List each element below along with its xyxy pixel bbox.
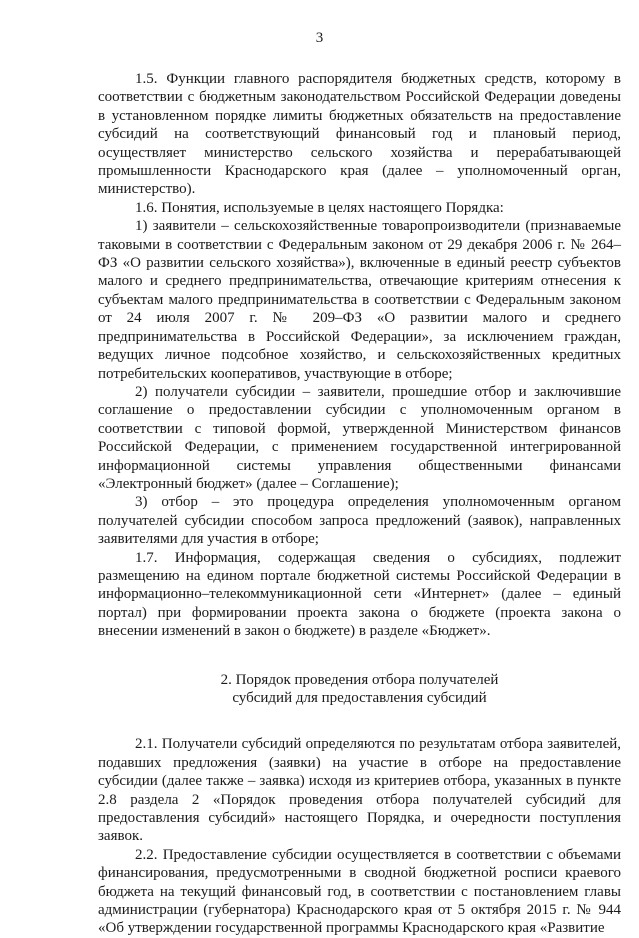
section-heading [98,671,621,708]
paragraph-1-6: 1.6. Понятия, используемые в целях настоящего Порядка: [135,199,504,216]
page-number: 3 [315,30,324,46]
paragraph-definition-selection: 3) отбор – это процедура определения уполномоченным органом получателей субсидии способом запроса предложений (заявок), направленных заявителями для участия в отборе; [98,494,621,548]
paragraph-definition-applicants: 1) заявители – сельскохозяйственные товаропроизводители (признаваемые таковыми в соответствии с Федеральным законом от 29 декабря 2006 г. № 264–ФЗ «О развитии сельского хозяйства»), включенные в единый реестр субъектов малого и среднего предпринимательства, отвечающие критериям отнесения к субъектам малого предпринимательства в соответствии с Федеральным законом от 24 июля 2007 г. № 209–ФЗ «О развитии малого и среднего предпринимательства в Российской Федерации», за исключением граждан, ведущих личное подсобное хозяйство, и сельскохозяйственных кредитных потребительских кооперативов, участвующие в отборе; [98,218,621,382]
document-body [98,70,621,938]
section-heading-line-1: 2. Порядок проведения отбора получателей [220,671,499,688]
paragraph-2-1: 2.1. Получатели субсидий определяются по результатам отбора заявителей, подавших предложения (заявки) на участие в отборе на предоставление субсидии (далее также – заявка) исходя из критериев отбора, указанных в пункте 2.8 раздела 2 «Порядок проведения отбора получателей субсидий для предоставления субсидий» настоящего Порядка, и очередности поступления заявок. [98,736,621,845]
paragraph-1-7: 1.7. Информация, содержащая сведения о субсидиях, подлежит размещению на едином портале бюджетной системы Российской Федерации в информационно–телекоммуникационной сети «Интернет» (далее – единый портал) при формировании проекта закона о бюджете (проекта закона о внесении изменений в закон о бюджете) в разделе «Бюджет». [98,549,621,640]
section-heading-line-2: субсидий для предоставления субсидий [232,690,487,706]
paragraph-2-2: 2.2. Предоставление субсидии осуществляется в соответствии с объемами финансирования, предусмотренными в сводной бюджетной росписи краевого бюджета на текущий финансовый год, в соответствии с постановлением главы администрации (губернатора) Краснодарского края от 5 октября 2015 г. № 944 «Об утверждении государственной программы Краснодарского края «Развитие [98,846,621,937]
paragraph-definition-recipients: 2) получатели субсидии – заявители, прошедшие отбор и заключившие соглашение о предоставлении субсидии с уполномоченным органом в соответствии с типовой формой, утвержденной Министерством финансов Российской Федерации, с применением государственной интегрированной информационной системы управления общественными финансами «Электронный бюджет» (далее – Соглашение); [98,383,621,492]
paragraph-1-5: 1.5. Функции главного распорядителя бюджетных средств, которому в соответствии с бюджетным законодательством Российской Федерации доведены в установленном порядке лимиты бюджетных обязательств на предоставление субсидий на соответствующий финансовый год и плановый период, осуществляет министерство сельского хозяйства и перерабатывающей промышленности Краснодарского края (далее – уполномоченный орган, министерство). [98,71,621,198]
